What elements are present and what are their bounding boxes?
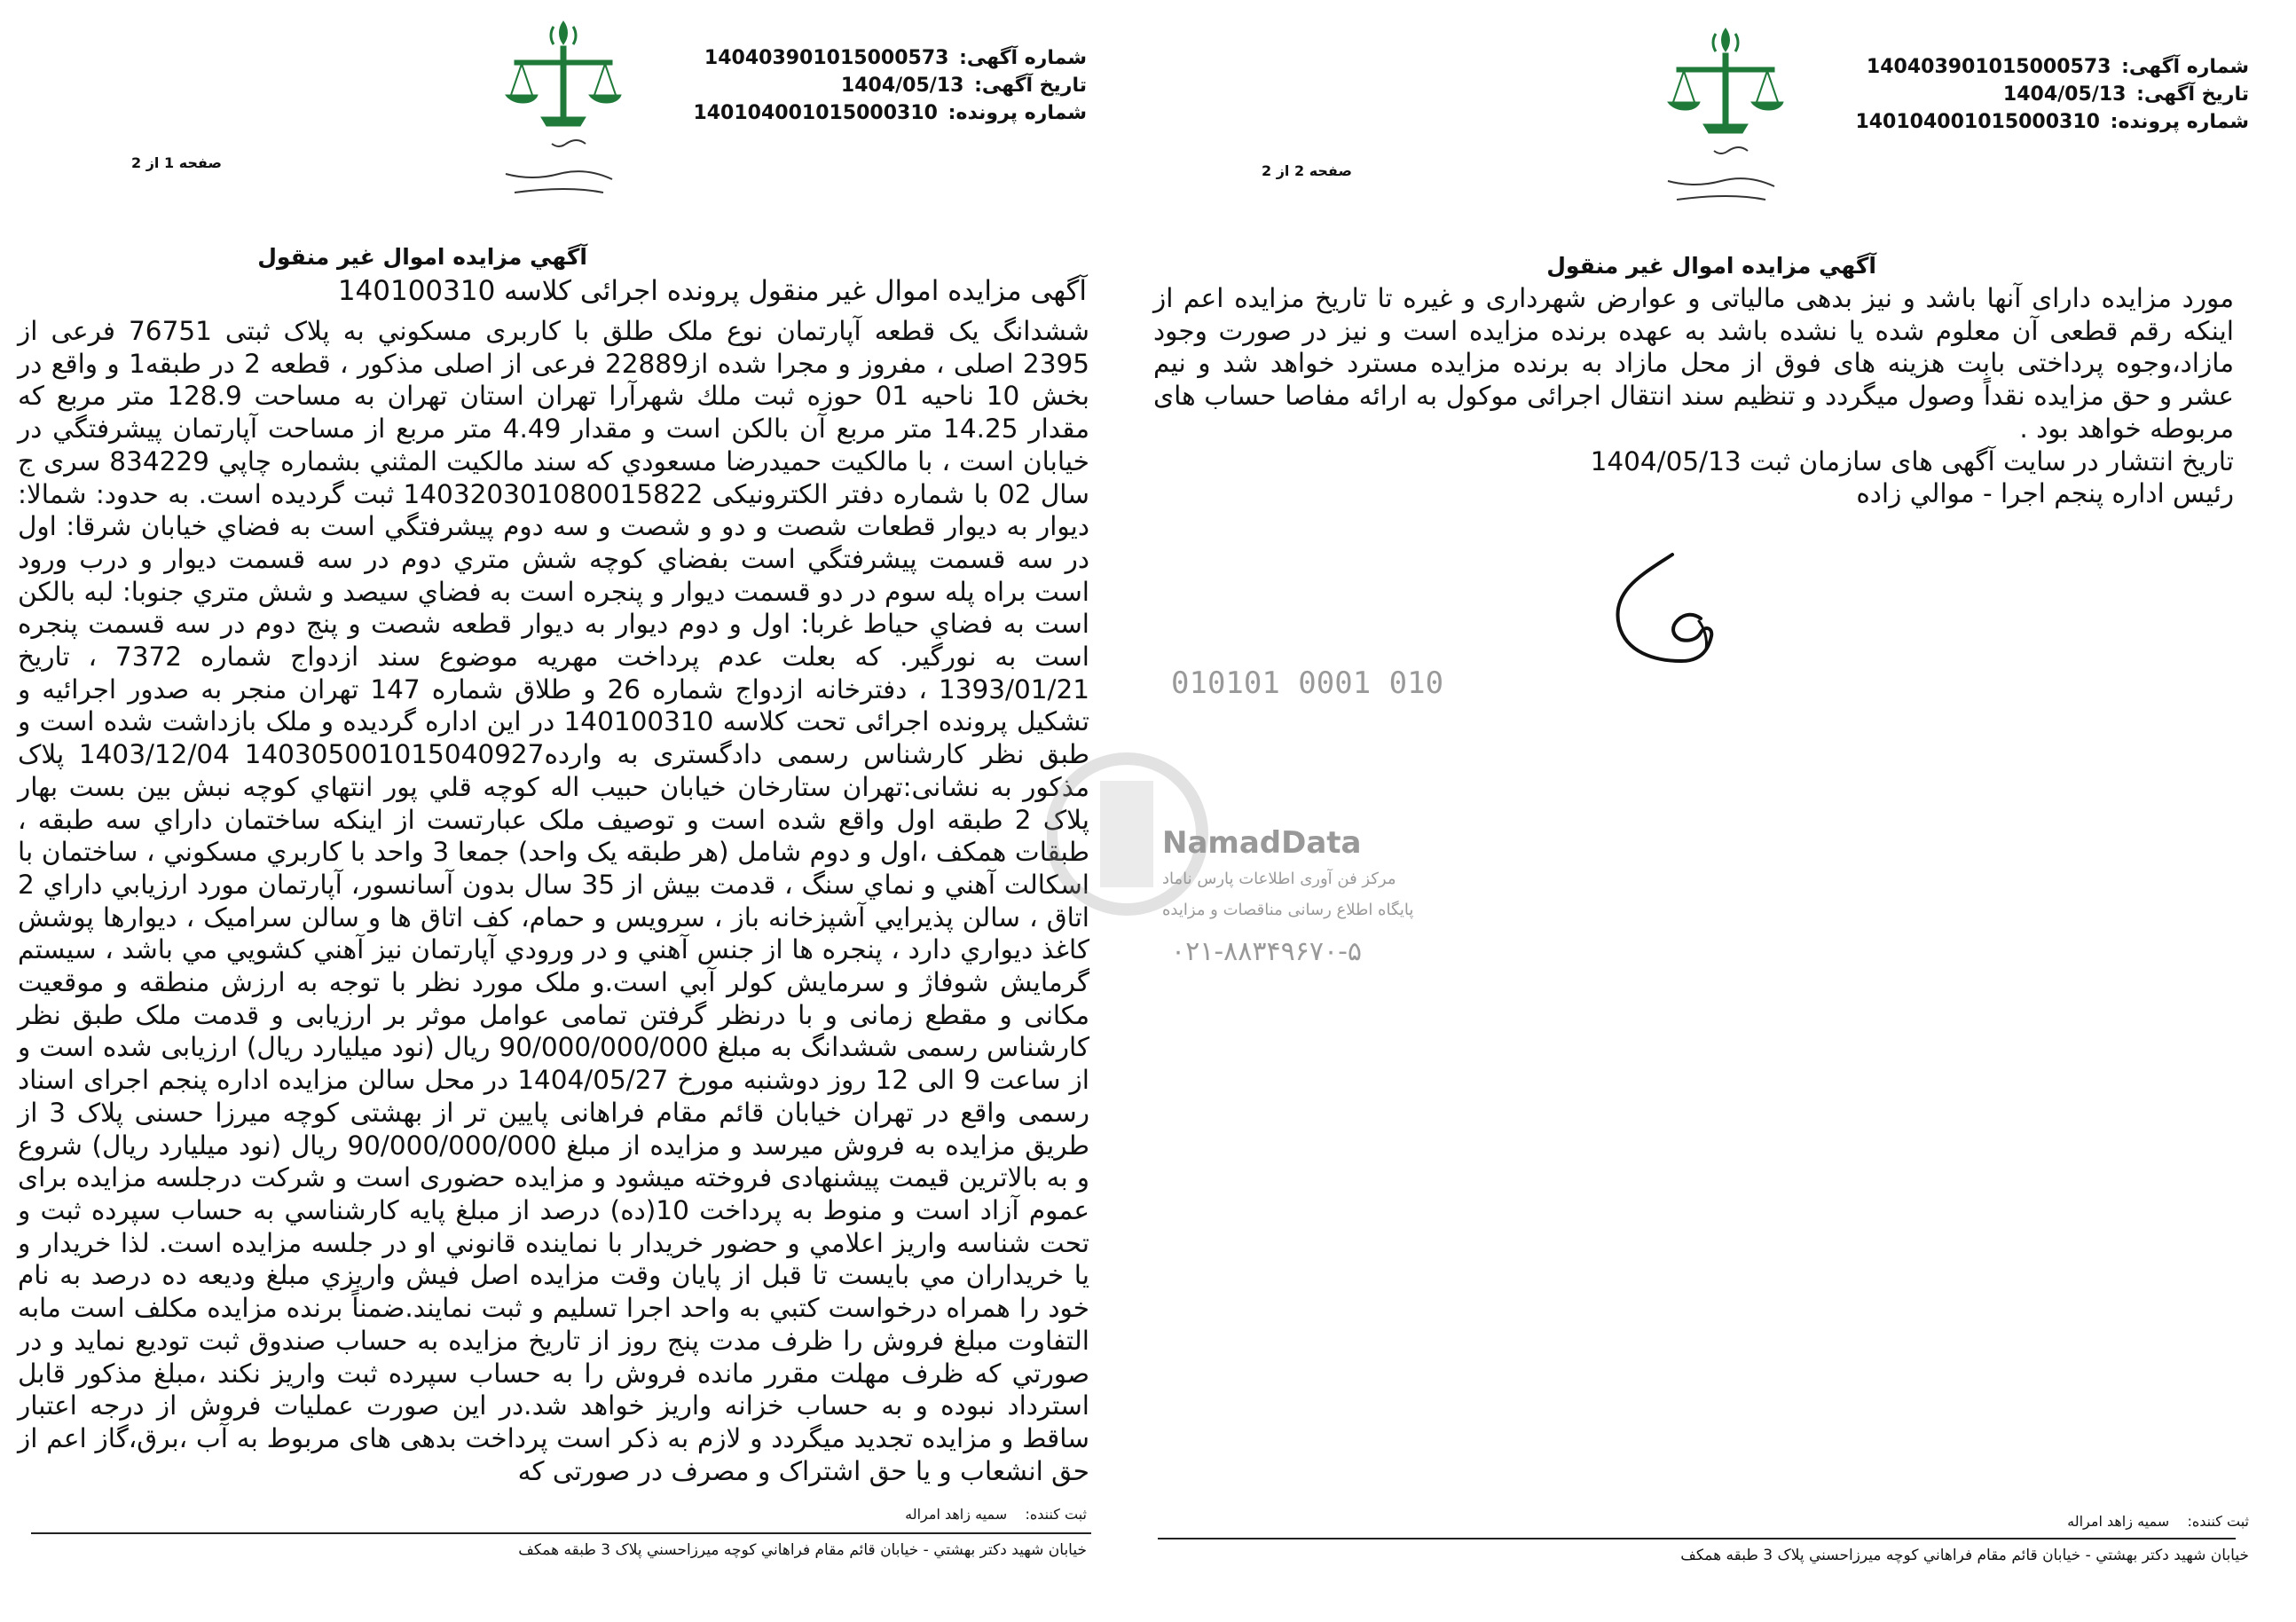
page-indicator: صفحه 1 از 2: [131, 154, 222, 171]
ad-date: 1404/05/13: [840, 75, 964, 97]
ad-number-label: شماره آگهی:: [2121, 56, 2249, 78]
registrar-name: سمیه زاهد امراله: [905, 1506, 1008, 1523]
registrar-label: ثبت کننده:: [2187, 1513, 2249, 1530]
announcement-title: آگهي مزايده اموال غير منقول: [257, 244, 587, 270]
ad-date: 1404/05/13: [2002, 83, 2127, 106]
registrar-name: سمیه زاهد امراله: [2067, 1513, 2170, 1530]
publish-line: تاریخ انتشار در سایت آگهی های سازمان ثبت 1404/05/13: [1590, 445, 2234, 476]
case-number-label: شماره پرونده:: [947, 102, 1087, 124]
ad-metadata: [1855, 53, 2249, 136]
ad-number-row: [693, 44, 1087, 72]
case-number: 140104001015000310: [693, 102, 938, 124]
body-paragraph: ششدانگ یک قطعه آپارتمان نوع ملک طلق با کاربری مسکوني به پلاک ثبتی 76751 فرعی از 2395 اصلی ، مفروز و مجرا شده از22889 فرعی از اصلی مذکور ، قطعه 2 در طبقه1 و واقع در بخش 10 ناحیه 01 حوزه ثبت ملك شهرآرا تهران استان تهران به مساحت 128.9 متر مربع که مقدار 14.25 متر مربع آن بالکن است و مقدار 4.49 متر مربع از مساحت آپارتمان پیشرفتگي در خیابان است ، با مالکیت حمیدرضا مسعودي که سند مالکیت المثني بشماره چاپي 834229 سری ج سال 02 با شماره دفتر الکترونیکی 140320301080015822 ثبت گردیده است. به حدود: شمالا: دیوار به دیوار قطعات شصت و دو و شصت و سه دوم پیشرفتگي است به فضاي خیابان شرقا: اول در سه قسمت پیشرفتگي است بفضاي کوچه شش متري دوم در سه قسمت دیوار و درب ورود است براه پله سوم در دو قسمت دیوار و پنجره است به فضاي سیصد و شش متري جنوبا: لبه بالکن است به فضاي حیاط غربا: اول و دوم دیوار به دیوار قطعه شصت و پنج دوم در سه قسمت پنجره است به نورگیر. که بعلت عدم پرداخت مهریه موضوع سند ازدواج شماره 7372 ، تاریخ 1393/01/21 ، دفترخانه ازدواج شماره 26 و طلاق شماره 147 تهران منجر به صدور اجرائیه و تشکیل پرونده اجرائی تحت کلاسه 140100310 در این اداره گردیده و ملک بازداشت شده است و طبق نظر کارشناس رسمی دادگستری به وارده140305001015040927 1403/12/04 پلاک مذکور به نشانی:تهران ستارخان خیابان حبیب اله کوچه قلي پور انتهاي کوچه نبش بین بست بهار پلاک 2 طبقه اول واقع شده است و توصیف ملک عبارتست از اینکه ساختمان داراي سه طبقه ، طبقات همکف ،اول و دوم شامل (هر طبقه یک واحد) جمعا 3 واحد با کاربري مسکوني ، ساختمان با اسکالت آهني و نماي سنگ ، قدمت بیش از 35 سال بدون آسانسور، آپارتمان مورد ارزیابي داراي 2 اتاق ، سالن پذیرایي آشپزخانه باز ، سرویس و حمام، کف اتاق ها و سالن سرامیک ، دیوارها پوشش کاغذ دیواري دارد ، پنجره ها از جنس آهني و در ورودي آپارتمان نیز آهني کشویي مي باشد ، سیستم گرمایش شوفاژ و سرمایش کولر آبي است.و ملک مورد نظر با توجه به ارزش منطقه و موقعیت مکانی و مقطع زمانی و با درنظر گرفتن تمامی عوامل موثر بر ارزیابی و قدمت ملک طبق نظر کارشناس رسمی ششدانگ به مبلغ 90/000/000/000 ریال (نود میلیارد ریال) ارزیابی شده است و از ساعت 9 الی 12 روز دوشنبه مورخ 1404/05/27 در محل سالن مزایده اداره پنجم اجرای اسناد رسمی واقع در تهران خیابان قائم مقام فراهانی پایین تر از بهشتی کوچه میرزا حسنی پلاک 3 از طریق مزایده به فروش میرسد و مزایده از مبلغ 90/000/000/000 ریال (نود میلیارد ریال) شروع و به بالاترین قیمت پیشنهادی فروخته میشود و مزایده حضوری است و شرکت درجلسه مزایده برای عموم آزاد است و منوط به پرداخت 10(ده) درصد از مبلغ پایه کارشناسي به حساب سپرده ثبت و تحت شناسه واریز اعلامي و حضور خریدار با نماینده قانوني او در جلسه مزایده است. لذا خریدار و یا خریداران مي بایست تا قبل از پایان وقت مزایده اصل فیش واریزي مبلغ ودیعه ده درصد به نام خود را همراه درخواست کتبي به واحد اجرا تسلیم و ثبت نمایند.ضمناً برنده مزایده مکلف است مابه التفاوت مبلغ فروش را ظرف مدت پنج روز از تاریخ مزایده به حساب صندوق ثبت تودیع نماید و در صورتي که ظرف مهلت مقرر مانده فروش را به حساب سپرده ثبت واریز نکند ،مبلغ مذکور قابل استرداد نبوده و به حساب خزانه واریز خواهد شد.در این صورت عملیات فروش از درجه اعتبار ساقط و مزایده تجدید میگردد و لازم به ذکر است پرداخت بدهی های مربوط به آب ،برق،گاز اعم از حق انشعاب و یا حق اشتراک و مصرف در صورتی که: [18, 316, 1090, 1486]
announcement-page-1: [18, 0, 1136, 1622]
footer-divider: [31, 1532, 1091, 1534]
ad-number-row: [1855, 53, 2249, 81]
case-number: 140104001015000310: [1855, 111, 2100, 133]
ad-metadata: [693, 44, 1087, 127]
announcement-title: آگهي مزايده اموال غير منقول: [1546, 253, 1876, 279]
registrar-info: [905, 1506, 1087, 1523]
ad-date-row: [693, 72, 1087, 99]
case-number-row: [693, 99, 1087, 127]
announcement-body: [1153, 282, 2234, 510]
footer-address: خيابان شهيد دکتر بهشتي - خيابان قائم مقام فراهاني کوچه ميرزاحسني پلاک 3 طبقه همکف: [518, 1541, 1087, 1559]
footer-divider: [1158, 1538, 2236, 1539]
case-number-row: [1855, 108, 2249, 136]
ad-number: 140403901015000573: [704, 47, 949, 69]
footer-address: خيابان شهيد دکتر بهشتي - خيابان قائم مقام فراهاني کوچه ميرزاحسني پلاک 3 طبقه همکف: [1680, 1547, 2249, 1564]
watermark-phone: ۰۲۱-۸۸۳۴۹۶۷۰-۵: [1171, 936, 1363, 967]
ad-date-label: تاریخ آگهی:: [2136, 83, 2249, 106]
judiciary-emblem-icon: [479, 11, 648, 206]
watermark-line2: پایگاه اطلاع رسانی مناقصات و مزایده: [1162, 901, 1414, 919]
signatory-title: رئیس اداره پنجم اجرا - موالي زاده: [1856, 478, 2234, 509]
announcement-subtitle: آگهی مزایده اموال غیر منقول پرونده اجرائی کلاسه 140100310: [337, 275, 1087, 307]
watermark-binary: 010101 0001 010: [1171, 665, 1444, 701]
page-indicator: صفحه 2 از 2: [1262, 162, 1352, 179]
watermark-brand: NamadData: [1162, 825, 1362, 861]
announcement-page-2: [1153, 0, 2271, 1622]
ad-number: 140403901015000573: [1866, 56, 2111, 78]
registrar-label: ثبت کننده:: [1025, 1506, 1087, 1523]
watermark-line1: مرکز فن آوری اطلاعات پارس ناماد: [1162, 870, 1396, 888]
signature-image: [1566, 537, 1752, 697]
ad-date-label: تاریخ آگهی:: [974, 75, 1087, 97]
judiciary-emblem-icon: [1641, 18, 1810, 213]
ad-number-label: شماره آگهی:: [959, 47, 1087, 69]
registrar-info: [2067, 1513, 2249, 1530]
announcement-body: [18, 315, 1089, 1487]
case-number-label: شماره پرونده:: [2110, 111, 2249, 133]
body-paragraph: مورد مزایده دارای آنها باشد و نیز بدهی مالیاتی و عوارض شهرداری و غیره تا تاریخ مزایده اعم از اینکه رقم قطعی آن معلوم شده یا نشده باشد به عهده برنده مزایده است و نیز در صورت وجود مازاد،وجوه پرداختی بابت هزینه های فوق از محل مازاد به برنده مزایده مسترد خواهد شد و نیم عشر و حق مزایده نقداً وصول میگردد و تنظیم سند انتقال اجرائی موکول به ارائه مفاصا حساب های مربوطه خواهد بود .: [1153, 283, 2234, 444]
ad-date-row: [1855, 81, 2249, 108]
